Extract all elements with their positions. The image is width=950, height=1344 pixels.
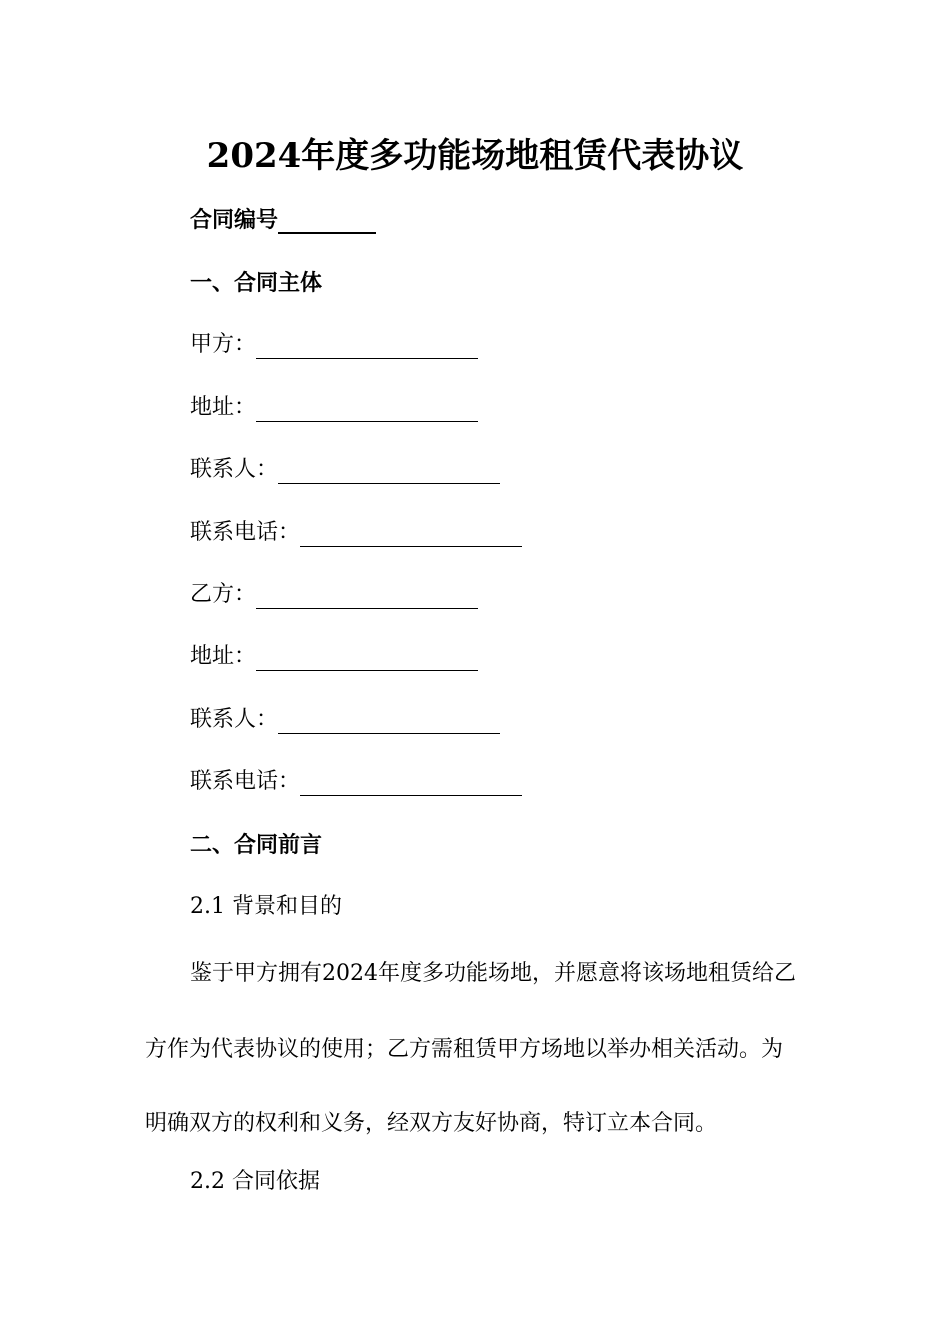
party-a-address-blank[interactable]	[256, 399, 478, 422]
party-a-name-label: 甲方：	[190, 332, 257, 357]
party-b-contact-blank[interactable]	[278, 711, 500, 734]
sub21-heading: 2.1 背景和目的	[190, 894, 342, 919]
party-b-name-blank[interactable]	[256, 586, 478, 609]
sub22-heading: 2.2 合同依据	[190, 1169, 320, 1194]
party-b-address-row	[190, 643, 478, 671]
sub21-line-2: 方作为代表协议的使用；乙方需租赁甲方场地以举办相关活动。为	[145, 1037, 784, 1062]
contract-number-blank[interactable]	[278, 212, 376, 234]
party-a-contact-row	[190, 456, 500, 484]
party-a-address-label: 地址：	[190, 395, 257, 420]
sub21-line-3: 明确双方的权利和义务，经双方友好协商，特订立本合同。	[145, 1111, 718, 1136]
party-b-contact-row	[190, 706, 500, 734]
party-b-contact-label: 联系人：	[190, 707, 279, 732]
contract-number-label: 合同编号	[190, 207, 279, 233]
party-a-address-row	[190, 394, 478, 422]
party-a-phone-label: 联系电话：	[190, 520, 301, 545]
document-title: 2024年度多功能场地租赁代表协议	[206, 136, 744, 176]
party-b-phone-row	[190, 768, 522, 796]
party-b-phone-blank[interactable]	[300, 773, 522, 796]
party-b-address-label: 地址：	[190, 644, 257, 669]
contract-number-row	[190, 206, 376, 234]
party-b-address-blank[interactable]	[256, 648, 478, 671]
party-b-phone-label: 联系电话：	[190, 769, 301, 794]
party-a-name-blank[interactable]	[256, 336, 478, 359]
sub21-line-1: 鉴于甲方拥有2024年度多功能场地，并愿意将该场地租赁给乙	[190, 961, 796, 986]
party-b-name-label: 乙方：	[190, 582, 257, 607]
section2-heading: 二、合同前言	[190, 832, 323, 858]
party-a-phone-blank[interactable]	[300, 524, 522, 547]
section1-heading: 一、合同主体	[190, 270, 323, 296]
party-a-contact-blank[interactable]	[278, 461, 500, 484]
party-a-phone-row	[190, 519, 522, 547]
party-a-name-row	[190, 331, 478, 359]
party-a-contact-label: 联系人：	[190, 457, 279, 482]
party-b-name-row	[190, 581, 478, 609]
